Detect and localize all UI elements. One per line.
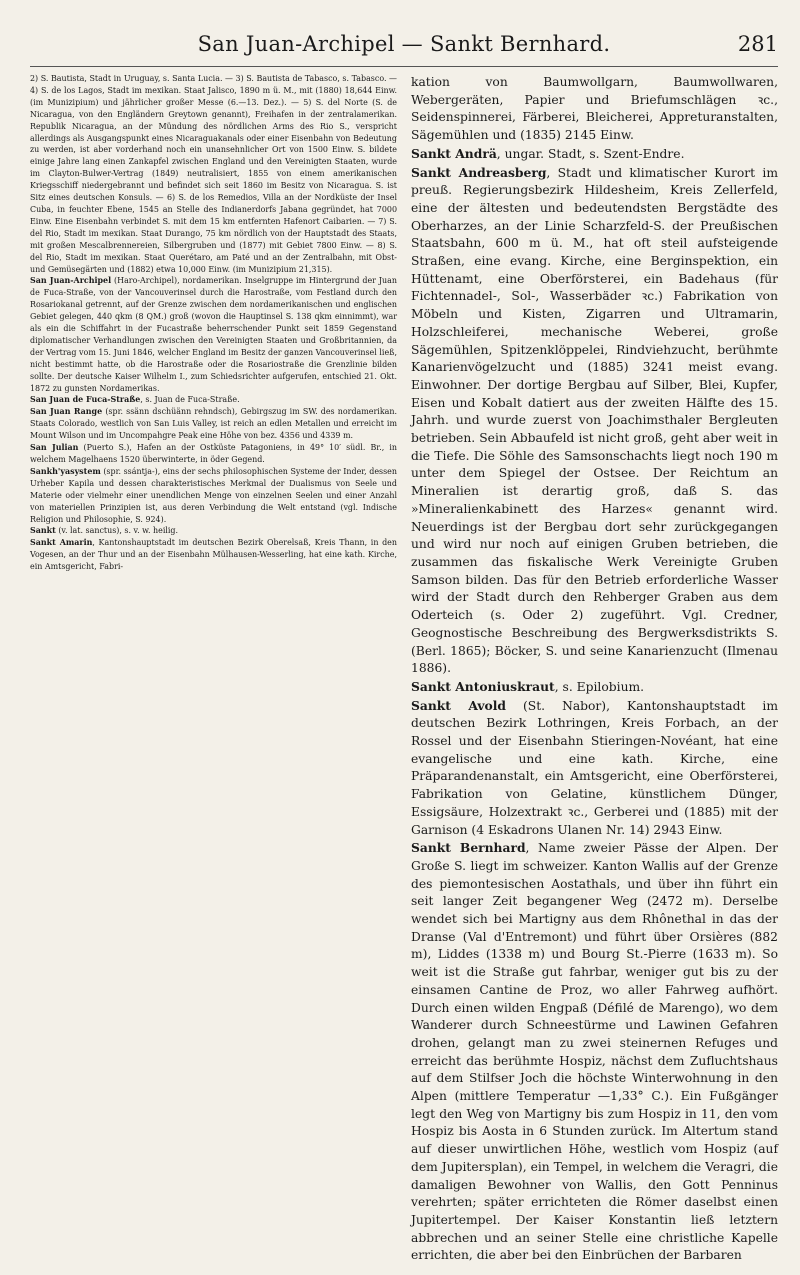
right-column: [411, 73, 778, 1265]
entry: [30, 442, 397, 466]
entry-text: (spr. ssänn dschüänn rehndsch), Gebirgszug im SW. des nordamerikan. Staats Colorado, westlich von San Luis Valley, ist reich an edlen Metallen und erreicht im Mount Wilson und im Uncompahgre Peak eine Höhe von bez. 4356 und 4339 m.: [30, 407, 397, 441]
entry: [30, 537, 397, 573]
entry-headword: Sankh'yasystem: [30, 466, 101, 476]
page-number: 281: [737, 32, 778, 56]
entry-headword: Sankt Bernhard: [411, 840, 526, 856]
entry: [30, 466, 397, 526]
text-columns: [30, 73, 778, 1265]
entry: [411, 145, 778, 164]
entry-headword: Sankt Amarin: [30, 538, 93, 548]
entry-text: , s. Epilobium.: [554, 679, 645, 694]
entry-headword: San Julian: [30, 443, 79, 453]
entry-text: (v. lat. sanctus), s. v. w. heilig.: [55, 526, 179, 536]
entry-text: (St. Nabor), Kantonshauptstadt im deutschen Bezirk Lothringen, Kreis Forbach, an der Rossel und der Eisenbahn Stieringen-Novéant, hat eine evangelische und eine kath. Kirche, eine Präparandenanstalt, ein Amtsgericht, eine Oberförsterei, Fabrikation von Gelatine, künstlichem Dünger, Essigsäure, Holzextrakt ꝛc., Gerberei und (1885) mit der Garnison (4 Eskadrons Ulanen Nr. 14) 2943 Einw.: [411, 698, 778, 837]
entry: [411, 678, 778, 697]
entry-text: , ungar. Stadt, s. Szent-Endre.: [496, 146, 685, 161]
page-header: [30, 30, 778, 67]
entry-headword: Sankt Andrä: [411, 145, 497, 161]
entry: [30, 406, 397, 442]
running-title: San Juan-Archipel — Sankt Bernhard.: [197, 32, 611, 56]
entry-text: 2) S. Bautista, Stadt in Uruguay, s. Santa Lucia. — 3) S. Bautista de Tabasco, s. Tabasco. — 4) S. de los Lagos, Stadt im mexikan. Staat Jalisco, 1890 m ü. M., mit (1880) 18,644 Einw. (im Munizipium) und jährlicher großer Messe (6.—13. Dez.). — 5) S. del Norte (S. de Nicaragua, von den Engländern Greytown genannt), Freihafen in der zentralamerikan. Republik Nicaragua, an der Mündung des nördlichen Arms des Rio S., verspricht allerdings als Ausgangspunkt eines Nicaraguakanals oder einer Eisenbahn von Bedeutung zu werden, ist aber vorderhand noch ein unansehnlicher Ort von 1500 Einw. S. bildete einige Jahre lang einen Zankapfel zwischen England und den Vereinigten Staaten, wurde im Clayton-Bulwer-Vertrag (1849) neutralisiert, 1855 von einem amerikanischen Kriegsschiff niedergebrannt und befindet sich seit 1860 im Besitz von Nicaragua. S. ist Sitz eines deutschen Konsuls. — 6) S. de los Remedios, Villa an der Nordküste der Insel Cuba, in feuchter Ebene, 1545 an Stelle des Indianerdorfs Jabana gegründet, hat 7000 Einw. Eine Eisenbahn verbindet S. mit dem 15 km entfernten Hafenort Caibarien. — 7) S. del Rio, Stadt im mexikan. Staat Durango, 75 km nördlich von der Hauptstadt des Staats, mit großen Mescalbrennereien, Silbergruben und (1877) mit Gebiet 7800 Einw. — 8) S. del Rio, Stadt im mexikan. Staat Querétaro, am Paté und an der Zentralbahn, mit Obst- und Gemüsegärten und (1882) etwa 10,000 Einw. (im Munizipium 21,315).: [30, 74, 397, 274]
entry: [411, 839, 778, 1265]
entry-text: , Stadt und klimatischer Kurort im preuß. Regierungsbezirk Hildesheim, Kreis Zellerfeld, eine der ältesten und bedeutendsten Bergstädte des Oberharzes, an der Linie Scharzfeld-S. der Preußischen Staatsbahn, 600 m ü. M., hat oft steil aufsteigende Straßen, eine evang. Kirche, eine Berginspektion, ein Hüttenamt, eine Oberförsterei, ein Badehaus (für Fichtennadel-, Sol-, Wasserbäder ꝛc.) Fabrikation von Möbeln und Kisten, Zigarren und Ultramarin, Holzschleiferei, mechanische Weberei, große Sägemühlen, Spitzenklöppelei, Rindviehzucht, berühmte Kanarienvögelzucht und (1885) 3241 meist evang. Einwohner. Der dortige Bergbau auf Silber, Blei, Kupfer, Eisen und Kobalt datiert aus der zweiten Hälfte des 15. Jahrh. und wurde zuerst von Joachimsthaler Bergleuten betrieben. Sein Abbaufeld ist nicht groß, geht aber weit in die Tiefe. Die Söhle des Samsonschachts liegt noch 190 m unter dem Spiegel der Ostsee. Der Reichtum an Mineralien ist derartig groß, daß S. das »Mineralienkabinett des Harzes« genannt wird. Neuerdings ist der Bergbau dort sehr zurückgegangen und wird nur noch auf einigen Gruben betrieben, die zusammen das fiskalische Werk Vereinigte Gruben Samson bilden. Das für den Betrieb erforderliche Wasser wird der Stadt durch den Rehberger Graben aus dem Oderteich (s. Oder 2) zugeführt. Vgl. Credner, Geognostische Beschreibung des Bergwerksdistrikts S. (Berl. 1865); Böcker, S. und seine Kanarienzucht (Ilmenau 1886).: [411, 165, 778, 676]
entry-text: , Kantonshauptstadt im deutschen Bezirk Oberelsaß, Kreis Thann, in den Vogesen, an der Thur und an der Eisenbahn Mülhausen-Wesserling, hat eine kath. Kirche, ein Amtsgericht, Fabri-: [30, 538, 397, 572]
entry-headword: Sankt Antoniuskraut: [411, 678, 555, 694]
entry-headword: San Juan-Archipel: [30, 276, 112, 286]
entry-text: (Puerto S.), Hafen an der Ostküste Patagoniens, in 49° 10′ südl. Br., in welchem Magelhaens 1520 überwinterte, in öder Gegend.: [30, 443, 397, 464]
entry: [30, 275, 397, 394]
entry: [411, 73, 778, 145]
entry-headword: Sankt Andreasberg: [411, 164, 547, 180]
entry-text: , s. Juan de Fuca-Straße.: [140, 395, 240, 405]
entry: [30, 73, 397, 275]
entry-text: kation von Baumwollgarn, Baumwollwaren, Webergeräten, Papier und Briefumschlägen ꝛc., Seidenspinnerei, Färberei, Bleicherei, Appreturanstalten, Sägemühlen und (1835) 2145 Einw.: [411, 75, 778, 143]
entry: [411, 697, 778, 840]
entry-text: (Haro-Archipel), nordamerikan. Inselgruppe im Hintergrund der Juan de Fuca-Straße, von der Vancouverinsel durch die Harostraße, vom Festland durch den Rosariokanal getrennt, auf der Grenze zwischen dem nordamerikanischen und englischen Gebiet gelegen, 440 qkm (8 QM.) groß (wovon die Hauptinsel S. 138 qkm einnimmt), war als ein die Schiffahrt in der Fucastraße beherrschender Punkt seit 1859 Gegenstand diplomatischer Verhandlungen zwischen den Vereinigten Staaten und Großbritannien, da der Vertrag vom 15. Juni 1846, welcher England im Besitz der ganzen Vancouverinsel ließ, nicht bestimmt hatte, ob die Harostraße oder die Rosariostraße die Grenzlinie bilden sollte. Der deutsche Kaiser Wilhelm I., zum Schiedsrichter aufgerufen, entschied 21. Okt. 1872 zu gunsten Nordamerikas.: [30, 276, 397, 393]
entry-headword: San Juan Range: [30, 407, 103, 417]
entry-headword: Sankt: [30, 526, 56, 536]
entry-text: (spr. ssántja-), eins der sechs philosophischen Systeme der Inder, dessen Urheber Kapila und dessen charakteristisches Merkmal der Dualismus von Seele und Materie oder vielmehr einer unendlichen Menge von einzelnen Seelen und einer Anzahl von materiellen Prinzipien ist, aus deren Verbindung die Welt entstand (vgl. Indische Religion und Philosophie, S. 924).: [30, 466, 397, 524]
entry-headword: Sankt Avold: [411, 697, 507, 713]
left-column: [30, 73, 397, 1265]
entry-headword: San Juan de Fuca-Straße: [30, 395, 141, 405]
entry: [30, 525, 397, 537]
entry-text: , Name zweier Pässe der Alpen. Der Große S. liegt im schweizer. Kanton Wallis auf der Grenze des piemontesischen Aostathals, und über ihn führt ein seit langer Zeit begangener Weg (2472 m). Derselbe wendet sich bei Martigny aus dem Rhônethal in das der Dranse (Val d'Entremont) und führt über Orsières (882 m), Liddes (1338 m) und Bourg St.-Pierre (1633 m). So weit ist die Straße gut fahrbar, weniger gut bis zu der einsamen Cantine de Proz, wo aller Fahrweg aufhört. Durch einen wilden Engpaß (Défilé de Marengo), wo dem Wanderer durch Schneestürme und Lawinen Gefahren drohen, gelangt man zu zwei steinernen Refuges und erreicht das berühmte Hospiz, nächst dem Zufluchtshaus auf dem Stilfser Joch die höchste Winterwohnung in den Alpen (mittlere Temperatur —1,33° C.). Ein Fußgänger legt den Weg von Martigny bis zum Hospiz in 11, den vom Hospiz bis Aosta in 6 Stunden zurück. Im Altertum stand auf dieser unwirtlichen Höhe, westlich vom Hospiz (auf dem Jupitersplan), ein Tempel, in welchem die Veragri, die damaligen Bewohner von Wallis, den Gott Penninus verehrten; später errichteten die Römer daselbst einen Jupitertempel. Der Kaiser Konstantin ließ letztern abbrechen und an seiner Stelle eine christliche Kapelle errichten, die aber bei den Einbrüchen der Barbaren: [411, 841, 778, 1263]
entry: [411, 164, 778, 678]
entry: [30, 394, 397, 406]
